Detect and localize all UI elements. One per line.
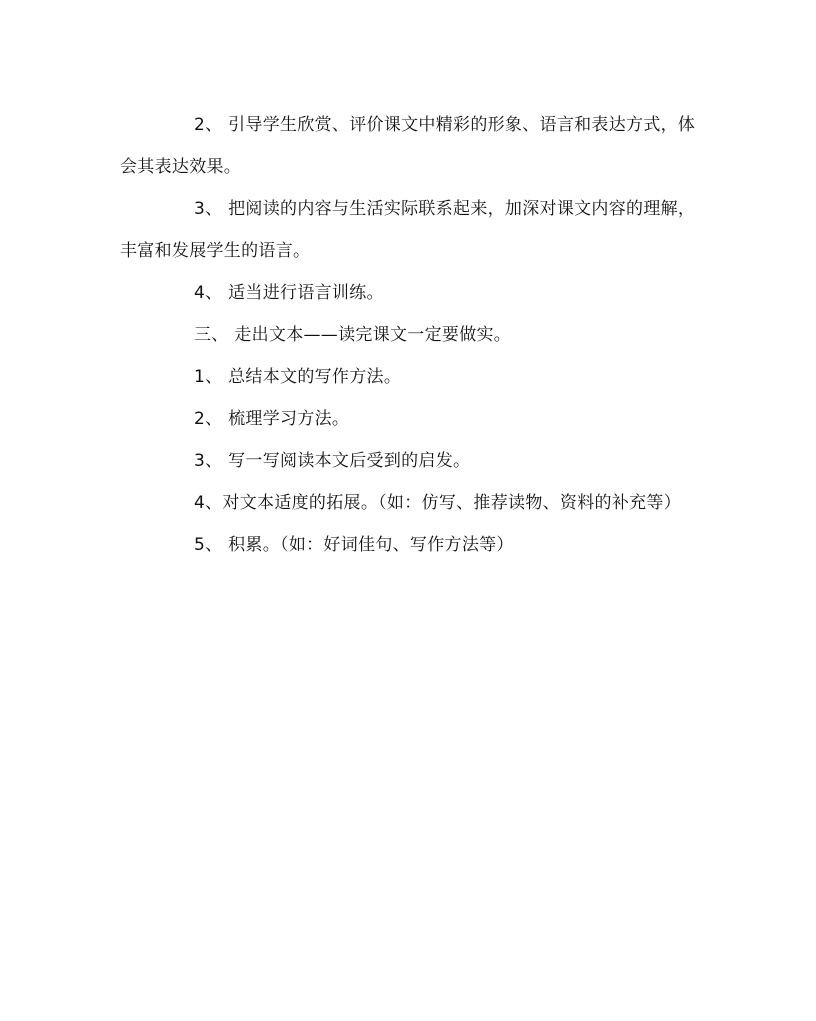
paragraph-item-1: 1、 总结本文的写作方法。 [194, 367, 402, 387]
paragraph-item-4b: 4、对文本适度的拓展。（如：仿写、推荐读物、资料的补充等） [194, 493, 682, 513]
paragraph-item-2: 2、 引导学生欣赏、评价课文中精彩的形象、语言和表达方式，体会其表达效果。 [120, 115, 696, 177]
paragraph-item-5: 5、 积累。（如：好词佳句、写作方法等） [194, 535, 514, 555]
paragraph-item-4: 4、 适当进行语言训练。 [194, 283, 384, 303]
paragraph-item-2b: 2、 梳理学习方法。 [194, 409, 350, 429]
paragraph-item-3b: 3、 写一写阅读本文后受到的启发。 [194, 451, 471, 471]
document-body [120, 104, 704, 566]
paragraph-item-3: 3、 把阅读的内容与生活实际联系起来，加深对课文内容的理解，丰富和发展学生的语言。 [120, 199, 696, 261]
section-heading-three: 三、 走出文本——读完课文一定要做实。 [194, 325, 512, 345]
